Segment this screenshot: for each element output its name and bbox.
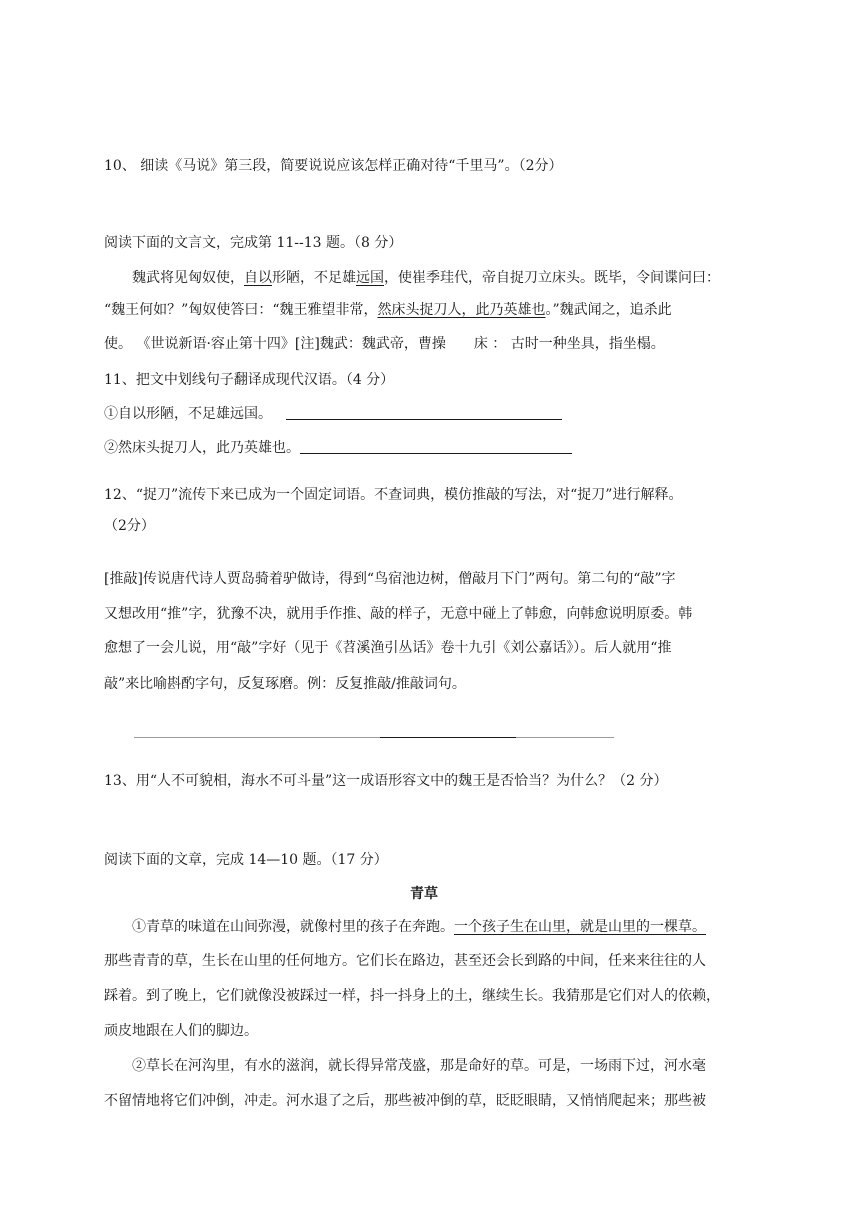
passage-line-2: “魏王何如？”匈奴使答曰：“魏王雅望非常，然床头捉刀人，此乃英雄也。”魏武闻之，追杀此 — [104, 302, 672, 318]
tuiqiao-line-1: [推敲]传说唐代诗人贾岛骑着驴做诗，得到“鸟宿池边树，僧敲月下门”两句。第二句的“敲”字 — [104, 571, 676, 587]
tuiqiao-line-4: 敲”来比喻斟酌字句，反复琢磨。例：反复推敲/推敲词句。 — [104, 676, 466, 692]
article-p1-line-1: ①青草的味道在山间弥漫，就像村里的孩子在奔跑。一个孩子生在山里，就是山里的一棵草。 — [132, 919, 706, 935]
passage-line-3: 使。 《世说新语·容止第十四》[注]魏武：魏武帝，曹操 床 ： 古时一种坐具，指坐榻。 — [104, 336, 665, 352]
passage-line-1: 魏武将见匈奴使，自以形陋，不足雄远国，使崔季珪代，帝自捉刀立床头。既毕，令间谍问曰： — [132, 270, 720, 286]
underlined-phrase: 自以 — [244, 270, 272, 286]
section-intro-article: 阅读下面的文章，完成 14—10 题。（17 分） — [104, 852, 388, 868]
question-10: 10、 细读《马说》第三段，简要说说应该怎样正确对待“千里马”。（2分） — [104, 158, 563, 174]
question-11: 11、把文中划线句子翻译成现代汉语。（4 分） — [104, 372, 395, 388]
tuiqiao-line-2: 又想改用“推”字，犹豫不决，就用手作推、敲的样子，无意中碰上了韩愈，向韩愈说明原委。韩 — [104, 606, 693, 622]
answer-line-segment — [380, 737, 516, 738]
article-title: 青草 — [410, 886, 438, 902]
answer-blank[interactable] — [300, 453, 572, 454]
article-p2-line-1: ②草长在河沟里，有水的滋润，就长得异常茂盛，那是命好的草。可是，一场雨下过，河水毫 — [132, 1058, 706, 1074]
article-p1-line-4: 顽皮地跟在人们的脚边。 — [104, 1023, 258, 1039]
question-12-line-2: （2分） — [104, 518, 155, 534]
question-11-item-1: ①自以形陋，不足雄远国。 — [104, 404, 562, 424]
tuiqiao-line-3: 愈想了一会儿说，用“敲”字好（见于《苕溪渔引丛话》卷十九引《刘公嘉话》）。后人就用“推 — [104, 640, 672, 656]
question-12-line-1: 12、“捉刀”流传下来已成为一个固定词语。不查词典，模仿推敲的写法，对“捉刀”进行解释。 — [104, 487, 683, 503]
question-13: 13、用“人不可貌相，海水不可斗量”这一成语形容文中的魏王是否恰当？为什么？（2 分） — [104, 773, 668, 789]
question-11-item-2: ②然床头捉刀人，此乃英雄也。 — [104, 438, 572, 458]
article-p2-line-2: 不留情地将它们冲倒，冲走。河水退了之后，那些被冲倒的草，眨眨眼睛，又悄悄爬起来；那些被 — [104, 1093, 706, 1109]
section-intro-classical: 阅读下面的文言文，完成第 11--13 题。（8 分） — [104, 235, 403, 251]
underlined-sentence: 一个孩子生在山里，就是山里的一棵草。 — [454, 919, 706, 935]
article-p1-line-3: 踩着。到了晚上，它们就像没被踩过一样，抖一抖身上的土，继续生长。我猜那是它们对人的依赖， — [104, 988, 720, 1004]
underlined-sentence: 然床头捉刀人，此乃英雄也 — [377, 302, 546, 318]
answer-blank[interactable] — [286, 419, 562, 420]
underlined-phrase: 远国 — [356, 270, 384, 286]
article-p1-line-2: 那些青青的草，生长在山里的任何地方。它们长在路边，甚至还会长到路的中间，任来来往往的人 — [104, 953, 706, 969]
answer-line[interactable] — [134, 737, 614, 738]
